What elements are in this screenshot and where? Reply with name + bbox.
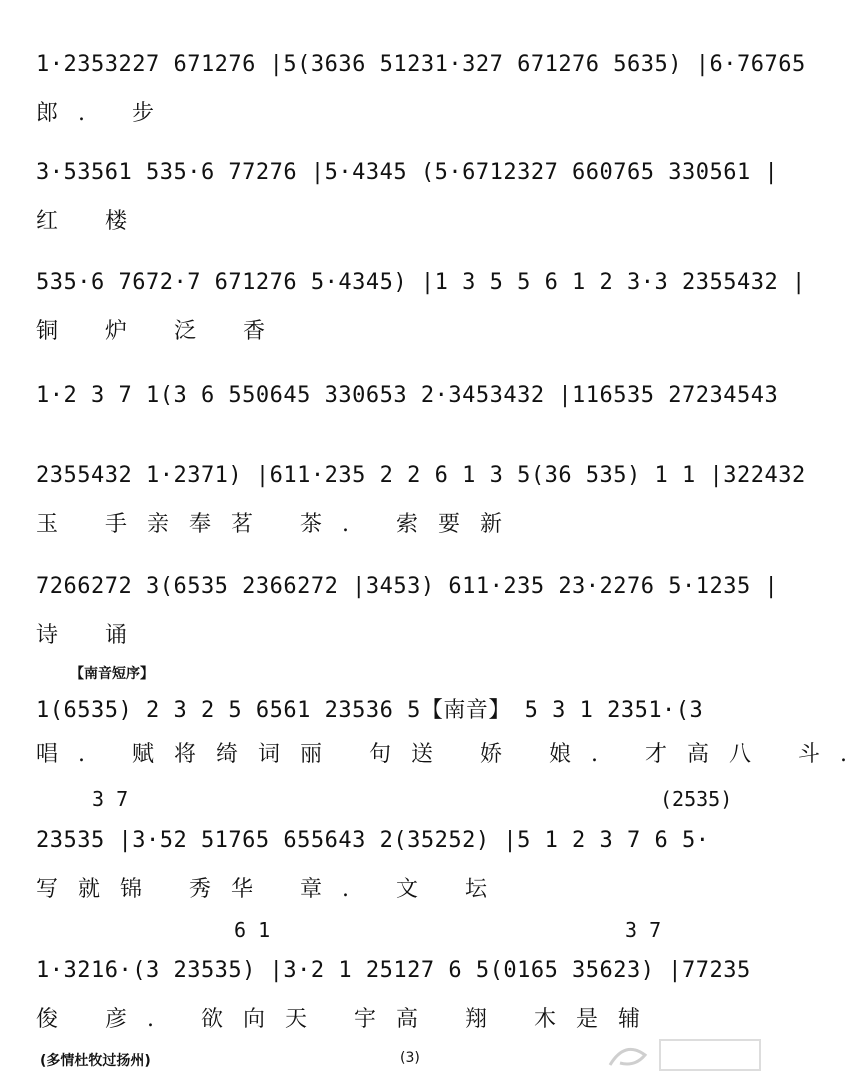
notation-line: 2355432 1·2371) |611·235 2 2 6 1 3 5(36 535) 1 1 |322432 [36, 463, 806, 488]
lyrics-line: 铜 炉 泛 香 [36, 319, 285, 344]
lyrics-line: 红 楼 [36, 209, 147, 234]
upper-notes-left: 3 7 [92, 787, 129, 811]
score-line-2 [0, 160, 790, 280]
notation-line: 535·6 7672·7 671276 5·4345) |1 3 5 5 6 1 2 3·3 2355432 | [36, 270, 806, 295]
notation-line: 1·2353227 671276 |5(3636 51231·327 671276 5635) |6·76765 [36, 52, 806, 77]
score-line-8 [0, 828, 790, 948]
notation-line: 1·2 3 7 1(3 6 550645 330653 2·3453432 |116535 27234543 [36, 383, 779, 408]
lyrics-line: 郎. 步 [36, 101, 174, 126]
notation-line: 3·53561 535·6 77276 |5·4345 (5·6712327 660765 330561 | [36, 160, 779, 185]
footer-title: (多情杜牧过扬州) [40, 1053, 151, 1069]
notation-line: 7266272 3(6535 2366272 |3453) 611·235 23·2276 5·1235 | [36, 574, 779, 599]
lyrics-line: 唱. 赋将绮词丽 句送 娇 娘. 才高八 斗. [36, 742, 867, 767]
lyrics-line [36, 427, 770, 459]
notation-line: 23535 |3·52 51765 655643 2(35252) |5 1 2 3 7 6 5· [36, 828, 710, 853]
lyrics-line: 诗 诵 [36, 623, 147, 648]
notation-line: 1(6535) 2 3 2 5 6561 23536 5【南音】 5 3 1 2351·(3 [36, 698, 704, 723]
lyrics-line: 玉 手亲奉茗 茶. 索要新 [36, 512, 522, 537]
section-label: 【南音短序】 [70, 666, 154, 682]
score-line-5 [0, 463, 806, 583]
upper-notes-right: 3 7 [625, 918, 662, 942]
lyrics-line: 俊 彦. 欲向天 宇高 翔 木是辅 [36, 1007, 660, 1032]
notation-line: 1·3216·(3 23535) |3·2 1 25127 6 5(0165 35623) |77235 [36, 958, 751, 983]
page-number: (3) [400, 1050, 420, 1066]
watermark-logo-icon [600, 1030, 770, 1080]
score-line-3 [0, 270, 806, 390]
lyrics-line: 写就锦 秀华 章. 文 坛 [36, 877, 507, 902]
upper-notes-right: (2535) [660, 787, 733, 811]
upper-notes-left: 6 1 [234, 918, 271, 942]
score-line-1 [0, 52, 806, 172]
